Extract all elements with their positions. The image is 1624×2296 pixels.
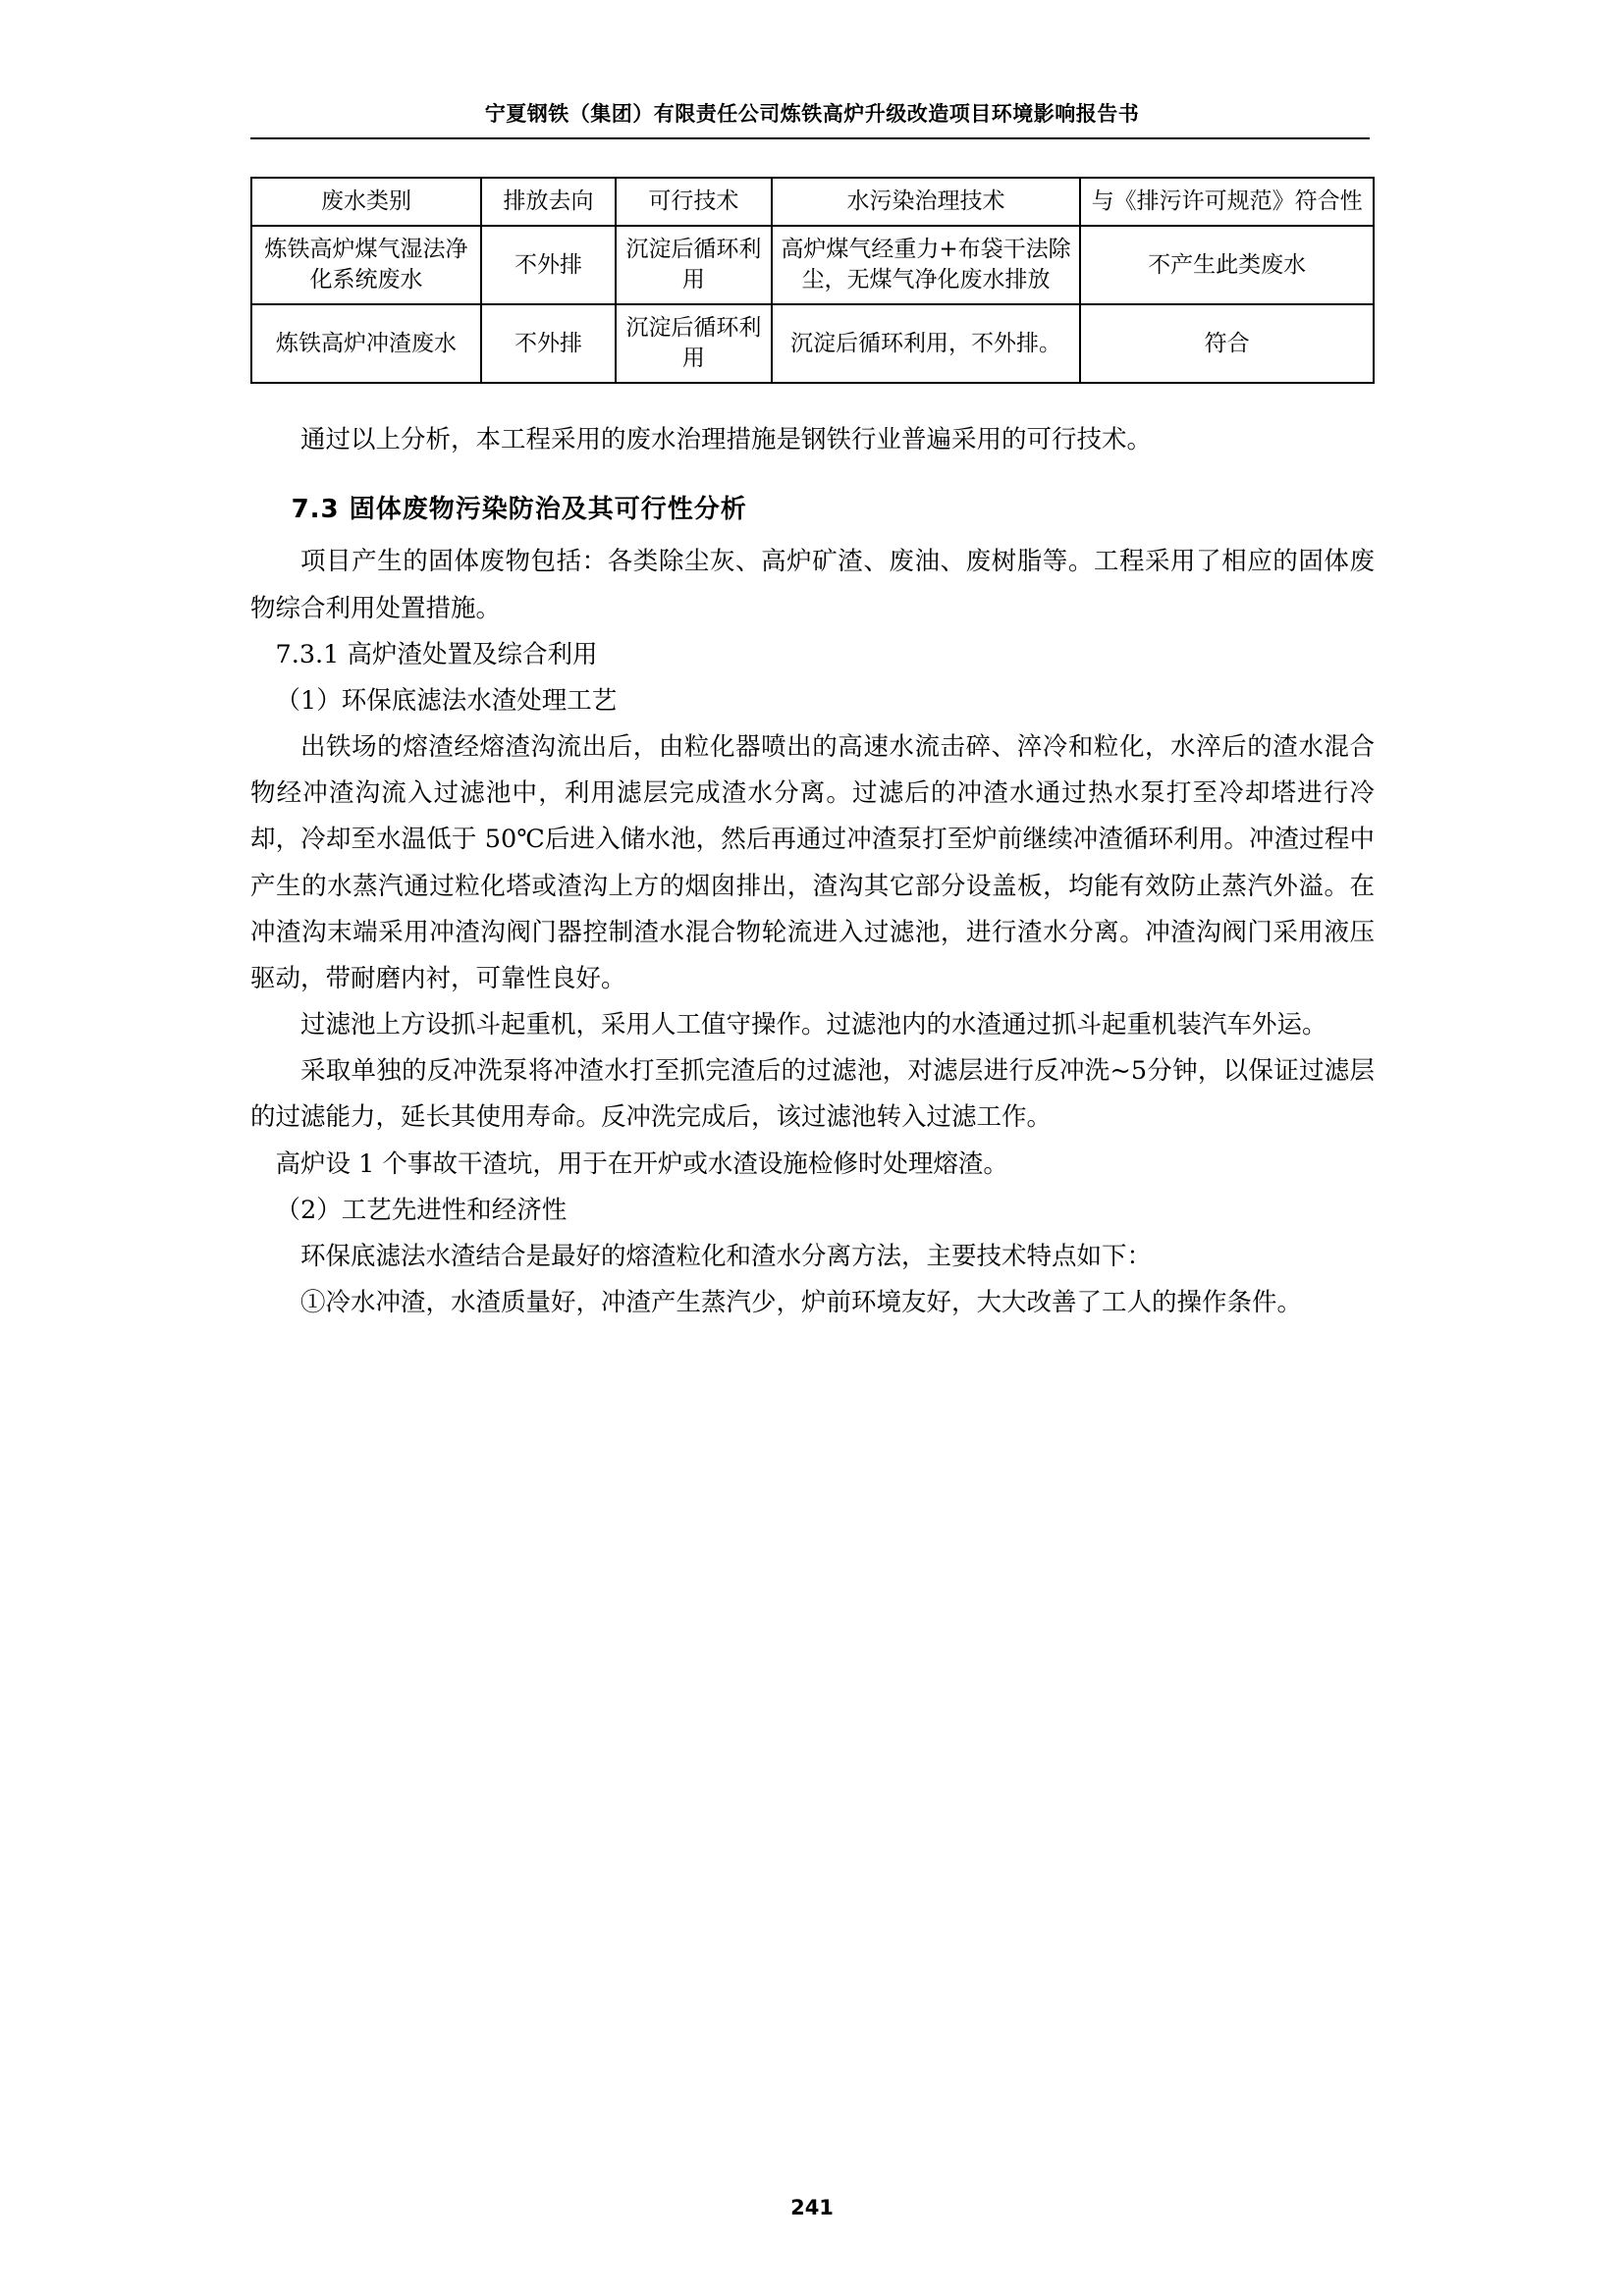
subsection-heading-7-3-1: 7.3.1 高炉渣处置及综合利用 <box>275 639 598 669</box>
table-cell-category: 炼铁高炉煤气湿法净化系统废水 <box>251 226 481 304</box>
table-header-cell: 水污染治理技术 <box>772 178 1081 226</box>
table-cell-feasible: 沉淀后循环利用 <box>616 304 772 383</box>
table-header-cell: 可行技术 <box>616 178 772 226</box>
table-cell-compliance: 符合 <box>1080 304 1374 383</box>
paragraph-slag-process: 出铁场的熔渣经熔渣沟流出后，由粒化器喷出的高速水流击碎、淬冷和粒化，水淬后的渣水混合物经冲渣沟流入过滤池中，利用滤层完成渣水分离。过滤后的冲渣水通过热水泵打至冷却塔进行冷却，冷却至水温低于 50℃后进入储水池，然后再通过冲渣泵打至炉前继续冲渣循环利用。冲渣过程中产生的水蒸汽通过粒化塔或渣沟上方的烟囱排出，渣沟其它部分设盖板，均能有效防止蒸汽外溢。在冲渣沟末端采用冲渣沟阀门器控制渣水混合物轮流进入过滤池，进行渣水分离。冲渣沟阀门采用液压驱动，带耐磨内衬，可靠性良好。 <box>250 732 1375 993</box>
table-cell-discharge: 不外排 <box>481 304 616 383</box>
paragraph-wastewater-summary: 通过以上分析，本工程采用的废水治理措施是钢铁行业普遍采用的可行技术。 <box>300 425 1153 455</box>
table-cell-treatment: 沉淀后循环利用，不外排。 <box>772 304 1081 383</box>
paragraph-dry-slag-pit: 高炉设 1 个事故干渣坑，用于在开炉或水渣设施检修时处理熔渣。 <box>275 1148 1008 1179</box>
subsection-heading-process-1: （1）环保底滤法水渣处理工艺 <box>275 685 618 716</box>
paragraph-backwash-pump: 采取单独的反冲洗泵将冲渣水打至抓完渣后的过滤池，对滤层进行反冲洗~5分钟，以保证过滤层的过滤能力，延长其使用寿命。反冲洗完成后，该过滤池转入过滤工作。 <box>250 1056 1375 1133</box>
table-cell-category: 炼铁高炉冲渣废水 <box>251 304 481 383</box>
table-cell-treatment: 高炉煤气经重力+布袋干法除尘，无煤气净化废水排放 <box>772 226 1081 304</box>
wastewater-feasibility-table <box>250 177 1375 384</box>
section-heading-7-3: 7.3 固体废物污染防治及其可行性分析 <box>291 495 747 525</box>
paragraph-solid-waste-intro: 项目产生的固体废物包括：各类除尘灰、高炉矿渣、废油、废树脂等。工程采用了相应的固体废物综合利用处置措施。 <box>250 547 1375 623</box>
table-header-cell: 排放去向 <box>481 178 616 226</box>
table-row <box>251 226 1374 304</box>
paragraph-advanced-economy: 环保底滤法水渣结合是最好的熔渣粒化和渣水分离方法，主要技术特点如下： <box>300 1241 1153 1271</box>
page-content <box>250 177 1375 1326</box>
page-header: 宁夏钢铁（集团）有限责任公司炼铁高炉升级改造项目环境影响报告书 <box>484 102 1140 126</box>
table-cell-feasible: 沉淀后循环利用 <box>616 226 772 304</box>
table-cell-discharge: 不外排 <box>481 226 616 304</box>
table-header-row <box>251 178 1374 226</box>
paragraph-feature-1: ①冷水冲渣，水渣质量好，冲渣产生蒸汽少，炉前环境友好，大大改善了工人的操作条件。 <box>300 1288 1303 1318</box>
page-number: 241 <box>790 2196 834 2219</box>
table-header-cell: 与《排污许可规范》符合性 <box>1080 178 1374 226</box>
wastewater-table-wrapper <box>250 177 1375 384</box>
table-cell-compliance: 不产生此类废水 <box>1080 226 1374 304</box>
subsection-heading-process-2: （2）工艺先进性和经济性 <box>275 1195 568 1225</box>
table-header-cell: 废水类别 <box>251 178 481 226</box>
paragraph-grab-crane: 过滤池上方设抓斗起重机，采用人工值守操作。过滤池内的水渣通过抓斗起重机装汽车外运。 <box>300 1010 1327 1041</box>
table-row <box>251 304 1374 383</box>
header-divider <box>250 137 1370 139</box>
